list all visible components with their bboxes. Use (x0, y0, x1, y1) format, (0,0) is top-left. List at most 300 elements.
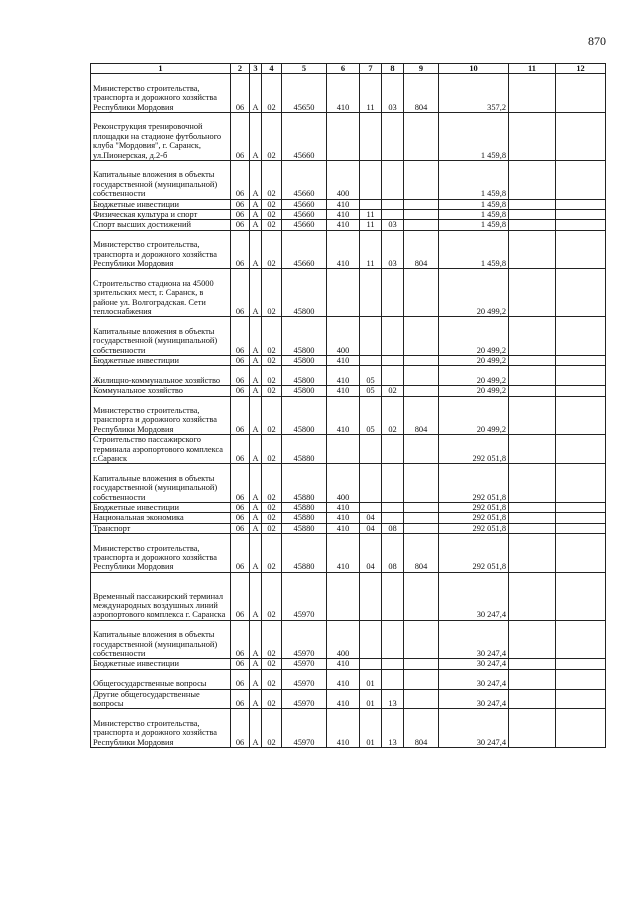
code-cell: 02 (262, 435, 282, 464)
code-cell: 45880 (282, 523, 327, 533)
row-name-cell: Министерство строительства, транспорта и дорожного хозяйства Республики Мордовия (91, 74, 231, 113)
code-cell: 05 (360, 366, 382, 386)
row-name-cell: Национальная экономика (91, 513, 231, 523)
table-row (91, 572, 606, 620)
code-cell: 410 (327, 366, 360, 386)
code-cell: 06 (231, 386, 250, 396)
table-row (91, 620, 606, 659)
code-cell (404, 689, 439, 709)
table-row (91, 113, 606, 161)
code-cell: А (250, 366, 262, 386)
empty-cell (556, 113, 606, 161)
empty-cell (509, 230, 556, 269)
empty-cell (556, 709, 606, 748)
page-number: 870 (588, 34, 606, 48)
code-cell (404, 513, 439, 523)
amount-cell: 20 499,2 (439, 396, 509, 435)
row-name-cell: Строительство стадиона на 45000 зрительских мест, г. Саранск, в районе ул. Волгоградская. Сети теплоснабжения (91, 269, 231, 317)
empty-cell (556, 659, 606, 669)
row-name-cell: Министерство строительства, транспорта и дорожного хозяйства Республики Мордовия (91, 534, 231, 573)
code-cell (360, 620, 382, 659)
code-cell: 06 (231, 689, 250, 709)
empty-cell (556, 74, 606, 113)
empty-cell (509, 689, 556, 709)
code-cell: 06 (231, 396, 250, 435)
code-cell (382, 161, 404, 200)
code-cell: А (250, 113, 262, 161)
empty-cell (509, 435, 556, 464)
table-row (91, 199, 606, 209)
code-cell: 01 (360, 689, 382, 709)
code-cell (404, 220, 439, 230)
code-cell: 804 (404, 534, 439, 573)
empty-cell (509, 709, 556, 748)
code-cell: 45970 (282, 659, 327, 669)
code-cell: 06 (231, 659, 250, 669)
row-name-cell: Реконструкция тренировочной площадки на стадионе футбольного клуба "Мордовия", г. Саранск, ул.Пионерская, д.2-б (91, 113, 231, 161)
code-cell: А (250, 356, 262, 366)
table-row (91, 659, 606, 669)
code-cell (360, 269, 382, 317)
empty-cell (556, 386, 606, 396)
empty-cell (556, 199, 606, 209)
code-cell: 400 (327, 464, 360, 503)
code-cell: А (250, 317, 262, 356)
code-cell: 02 (262, 523, 282, 533)
code-cell (404, 386, 439, 396)
code-cell: А (250, 709, 262, 748)
code-cell (404, 161, 439, 200)
empty-cell (556, 396, 606, 435)
table-row (91, 366, 606, 386)
code-cell: 410 (327, 689, 360, 709)
row-name-cell: Физическая культура и спорт (91, 210, 231, 220)
code-cell (382, 317, 404, 356)
code-cell: 02 (262, 513, 282, 523)
code-cell: 45800 (282, 317, 327, 356)
column-header: 8 (382, 64, 404, 74)
code-cell: А (250, 620, 262, 659)
code-cell: 05 (360, 386, 382, 396)
code-cell: 02 (262, 620, 282, 659)
code-cell (382, 669, 404, 689)
empty-cell (509, 199, 556, 209)
code-cell: 01 (360, 709, 382, 748)
empty-cell (509, 396, 556, 435)
code-cell: 45880 (282, 435, 327, 464)
column-header: 6 (327, 64, 360, 74)
code-cell: 45970 (282, 689, 327, 709)
amount-cell: 292 051,8 (439, 523, 509, 533)
code-cell (327, 572, 360, 620)
code-cell: 02 (262, 386, 282, 396)
code-cell: 06 (231, 356, 250, 366)
code-cell: 03 (382, 230, 404, 269)
row-name-cell: Бюджетные инвестиции (91, 199, 231, 209)
empty-cell (556, 220, 606, 230)
code-cell (382, 113, 404, 161)
code-cell: 02 (262, 317, 282, 356)
row-name-cell: Спорт высших достижений (91, 220, 231, 230)
code-cell (404, 659, 439, 669)
code-cell: А (250, 572, 262, 620)
row-name-cell: Общегосударственные вопросы (91, 669, 231, 689)
amount-cell: 30 247,4 (439, 689, 509, 709)
code-cell: 03 (382, 74, 404, 113)
row-name-cell: Капитальные вложения в объекты государственной (муниципальной) собственности (91, 464, 231, 503)
code-cell (382, 435, 404, 464)
column-header: 11 (509, 64, 556, 74)
amount-cell: 357,2 (439, 74, 509, 113)
row-name-cell: Временный пассажирский терминал международных воздушных линий аэропортового комплекса г. Саранска (91, 572, 231, 620)
empty-cell (556, 669, 606, 689)
empty-cell (509, 464, 556, 503)
code-cell: 06 (231, 317, 250, 356)
code-cell (382, 199, 404, 209)
code-cell: 02 (262, 709, 282, 748)
code-cell: 06 (231, 464, 250, 503)
code-cell (404, 210, 439, 220)
code-cell (327, 435, 360, 464)
code-cell (404, 199, 439, 209)
amount-cell: 1 459,8 (439, 230, 509, 269)
code-cell (404, 464, 439, 503)
code-cell (382, 356, 404, 366)
code-cell: 804 (404, 74, 439, 113)
code-cell: 06 (231, 113, 250, 161)
empty-cell (509, 366, 556, 386)
code-cell (360, 572, 382, 620)
empty-cell (556, 356, 606, 366)
empty-cell (556, 230, 606, 269)
empty-cell (556, 464, 606, 503)
code-cell: 02 (262, 572, 282, 620)
amount-cell: 1 459,8 (439, 220, 509, 230)
code-cell: 02 (262, 534, 282, 573)
code-cell: 410 (327, 534, 360, 573)
row-name-cell: Министерство строительства, транспорта и дорожного хозяйства Республики Мордовия (91, 709, 231, 748)
code-cell: 11 (360, 210, 382, 220)
row-name-cell: Коммунальное хозяйство (91, 386, 231, 396)
empty-cell (556, 620, 606, 659)
empty-cell (556, 210, 606, 220)
empty-cell (509, 269, 556, 317)
code-cell: 410 (327, 659, 360, 669)
code-cell: 11 (360, 230, 382, 269)
code-cell (404, 113, 439, 161)
code-cell: 06 (231, 269, 250, 317)
empty-cell (509, 659, 556, 669)
code-cell: 06 (231, 523, 250, 533)
empty-cell (556, 689, 606, 709)
code-cell: 06 (231, 620, 250, 659)
row-name-cell: Министерство строительства, транспорта и дорожного хозяйства Республики Мордовия (91, 230, 231, 269)
code-cell: 02 (262, 74, 282, 113)
code-cell: 45970 (282, 572, 327, 620)
amount-cell: 30 247,4 (439, 572, 509, 620)
code-cell: 45660 (282, 113, 327, 161)
empty-cell (556, 503, 606, 513)
row-name-cell: Транспорт (91, 523, 231, 533)
code-cell: А (250, 230, 262, 269)
code-cell (327, 113, 360, 161)
code-cell: 804 (404, 709, 439, 748)
table-row (91, 464, 606, 503)
code-cell: А (250, 523, 262, 533)
amount-cell: 1 459,8 (439, 161, 509, 200)
code-cell: 45800 (282, 386, 327, 396)
column-header: 3 (250, 64, 262, 74)
code-cell: 45660 (282, 161, 327, 200)
code-cell: 410 (327, 709, 360, 748)
column-header: 9 (404, 64, 439, 74)
amount-cell: 30 247,4 (439, 669, 509, 689)
code-cell (360, 464, 382, 503)
empty-cell (509, 161, 556, 200)
code-cell: А (250, 513, 262, 523)
row-name-cell: Капитальные вложения в объекты государственной (муниципальной) собственности (91, 620, 231, 659)
table-row (91, 435, 606, 464)
code-cell: 45660 (282, 199, 327, 209)
code-cell: 02 (382, 386, 404, 396)
table-row (91, 689, 606, 709)
row-name-cell: Капитальные вложения в объекты государственной (муниципальной) собственности (91, 317, 231, 356)
code-cell: 02 (262, 199, 282, 209)
code-cell: 410 (327, 396, 360, 435)
code-cell: 410 (327, 199, 360, 209)
empty-cell (509, 572, 556, 620)
code-cell: 08 (382, 534, 404, 573)
empty-cell (556, 513, 606, 523)
code-cell (360, 356, 382, 366)
code-cell: 45800 (282, 356, 327, 366)
amount-cell: 292 051,8 (439, 534, 509, 573)
empty-cell (509, 210, 556, 220)
code-cell: 02 (262, 269, 282, 317)
code-cell: 45660 (282, 220, 327, 230)
empty-cell (509, 356, 556, 366)
code-cell: 06 (231, 534, 250, 573)
empty-cell (509, 113, 556, 161)
column-header: 7 (360, 64, 382, 74)
amount-cell: 292 051,8 (439, 464, 509, 503)
code-cell: А (250, 386, 262, 396)
code-cell: 06 (231, 572, 250, 620)
code-cell: А (250, 210, 262, 220)
code-cell: 02 (262, 396, 282, 435)
code-cell: 03 (382, 220, 404, 230)
code-cell: А (250, 659, 262, 669)
code-cell (360, 659, 382, 669)
code-cell: 45880 (282, 503, 327, 513)
code-cell: А (250, 464, 262, 503)
code-cell (360, 503, 382, 513)
table-row (91, 534, 606, 573)
code-cell: 13 (382, 709, 404, 748)
column-header: 12 (556, 64, 606, 74)
row-name-cell: Министерство строительства, транспорта и дорожного хозяйства Республики Мордовия (91, 396, 231, 435)
empty-cell (556, 523, 606, 533)
empty-cell (509, 669, 556, 689)
code-cell (382, 210, 404, 220)
code-cell: 11 (360, 74, 382, 113)
code-cell: 45880 (282, 513, 327, 523)
code-cell: 05 (360, 396, 382, 435)
code-cell: 410 (327, 220, 360, 230)
empty-cell (509, 523, 556, 533)
amount-cell: 30 247,4 (439, 659, 509, 669)
empty-cell (509, 620, 556, 659)
code-cell: 45660 (282, 230, 327, 269)
table-row (91, 74, 606, 113)
table-row (91, 503, 606, 513)
code-cell: 410 (327, 513, 360, 523)
code-cell: 06 (231, 709, 250, 748)
code-cell: А (250, 199, 262, 209)
table-body (91, 74, 606, 748)
code-cell (404, 669, 439, 689)
code-cell: 11 (360, 220, 382, 230)
code-cell: 06 (231, 513, 250, 523)
code-cell: 04 (360, 523, 382, 533)
code-cell: 45970 (282, 620, 327, 659)
column-header: 4 (262, 64, 282, 74)
code-cell: А (250, 396, 262, 435)
code-cell: 02 (262, 366, 282, 386)
code-cell: 400 (327, 620, 360, 659)
code-cell (360, 161, 382, 200)
code-cell: 02 (262, 659, 282, 669)
empty-cell (556, 534, 606, 573)
row-name-cell: Строительство пассажирского терминала аэропортового комплекса г.Саранск (91, 435, 231, 464)
code-cell (404, 435, 439, 464)
code-cell: 02 (262, 161, 282, 200)
code-cell: 01 (360, 669, 382, 689)
table-row (91, 356, 606, 366)
code-cell: 02 (262, 220, 282, 230)
code-cell: 410 (327, 669, 360, 689)
code-cell: 45880 (282, 534, 327, 573)
code-cell: 02 (262, 113, 282, 161)
code-cell: 45660 (282, 210, 327, 220)
code-cell (404, 356, 439, 366)
code-cell: А (250, 161, 262, 200)
code-cell: 02 (262, 669, 282, 689)
code-cell: 400 (327, 317, 360, 356)
code-cell: 45970 (282, 669, 327, 689)
amount-cell: 30 247,4 (439, 709, 509, 748)
code-cell: 06 (231, 366, 250, 386)
code-cell: 04 (360, 513, 382, 523)
empty-cell (509, 386, 556, 396)
amount-cell: 292 051,8 (439, 503, 509, 513)
code-cell: 06 (231, 230, 250, 269)
code-cell: 45650 (282, 74, 327, 113)
empty-cell (509, 220, 556, 230)
amount-cell: 20 499,2 (439, 317, 509, 356)
table-row (91, 161, 606, 200)
code-cell: 804 (404, 230, 439, 269)
amount-cell: 1 459,8 (439, 113, 509, 161)
empty-cell (556, 366, 606, 386)
empty-cell (509, 74, 556, 113)
empty-cell (556, 269, 606, 317)
table-row (91, 523, 606, 533)
code-cell: А (250, 74, 262, 113)
code-cell: А (250, 669, 262, 689)
code-cell: 45800 (282, 396, 327, 435)
table-row (91, 269, 606, 317)
empty-cell (509, 503, 556, 513)
column-header: 10 (439, 64, 509, 74)
code-cell: 410 (327, 523, 360, 533)
amount-cell: 20 499,2 (439, 386, 509, 396)
empty-cell (509, 513, 556, 523)
code-cell: 06 (231, 161, 250, 200)
row-name-cell: Жилищно-коммунальное хозяйство (91, 366, 231, 386)
code-cell: 45970 (282, 709, 327, 748)
amount-cell: 20 499,2 (439, 269, 509, 317)
code-cell: А (250, 269, 262, 317)
table-row (91, 396, 606, 435)
table-row (91, 230, 606, 269)
code-cell: 410 (327, 230, 360, 269)
amount-cell: 20 499,2 (439, 356, 509, 366)
table-row (91, 317, 606, 356)
code-cell: 804 (404, 396, 439, 435)
code-cell: 410 (327, 356, 360, 366)
code-cell: А (250, 689, 262, 709)
empty-cell (556, 161, 606, 200)
code-cell: А (250, 220, 262, 230)
code-cell (404, 366, 439, 386)
code-cell: 410 (327, 210, 360, 220)
code-cell: 06 (231, 435, 250, 464)
code-cell: 02 (382, 396, 404, 435)
code-cell (404, 503, 439, 513)
table-row (91, 220, 606, 230)
code-cell (382, 269, 404, 317)
code-cell (404, 269, 439, 317)
code-cell: 02 (262, 689, 282, 709)
code-cell: 45880 (282, 464, 327, 503)
row-name-cell: Бюджетные инвестиции (91, 659, 231, 669)
code-cell: 06 (231, 669, 250, 689)
row-name-cell: Бюджетные инвестиции (91, 356, 231, 366)
table-row (91, 210, 606, 220)
code-cell: 06 (231, 503, 250, 513)
code-cell (382, 513, 404, 523)
empty-cell (509, 534, 556, 573)
code-cell (360, 435, 382, 464)
code-cell: 410 (327, 386, 360, 396)
code-cell (382, 659, 404, 669)
empty-cell (556, 572, 606, 620)
code-cell: 04 (360, 534, 382, 573)
amount-cell: 20 499,2 (439, 366, 509, 386)
row-name-cell: Капитальные вложения в объекты государственной (муниципальной) собственности (91, 161, 231, 200)
column-header: 2 (231, 64, 250, 74)
code-cell: А (250, 503, 262, 513)
row-name-cell: Другие общегосударственные вопросы (91, 689, 231, 709)
table-row (91, 513, 606, 523)
column-header: 5 (282, 64, 327, 74)
code-cell (404, 620, 439, 659)
column-number-row (91, 64, 606, 74)
code-cell (327, 269, 360, 317)
code-cell: 02 (262, 210, 282, 220)
code-cell: 02 (262, 230, 282, 269)
